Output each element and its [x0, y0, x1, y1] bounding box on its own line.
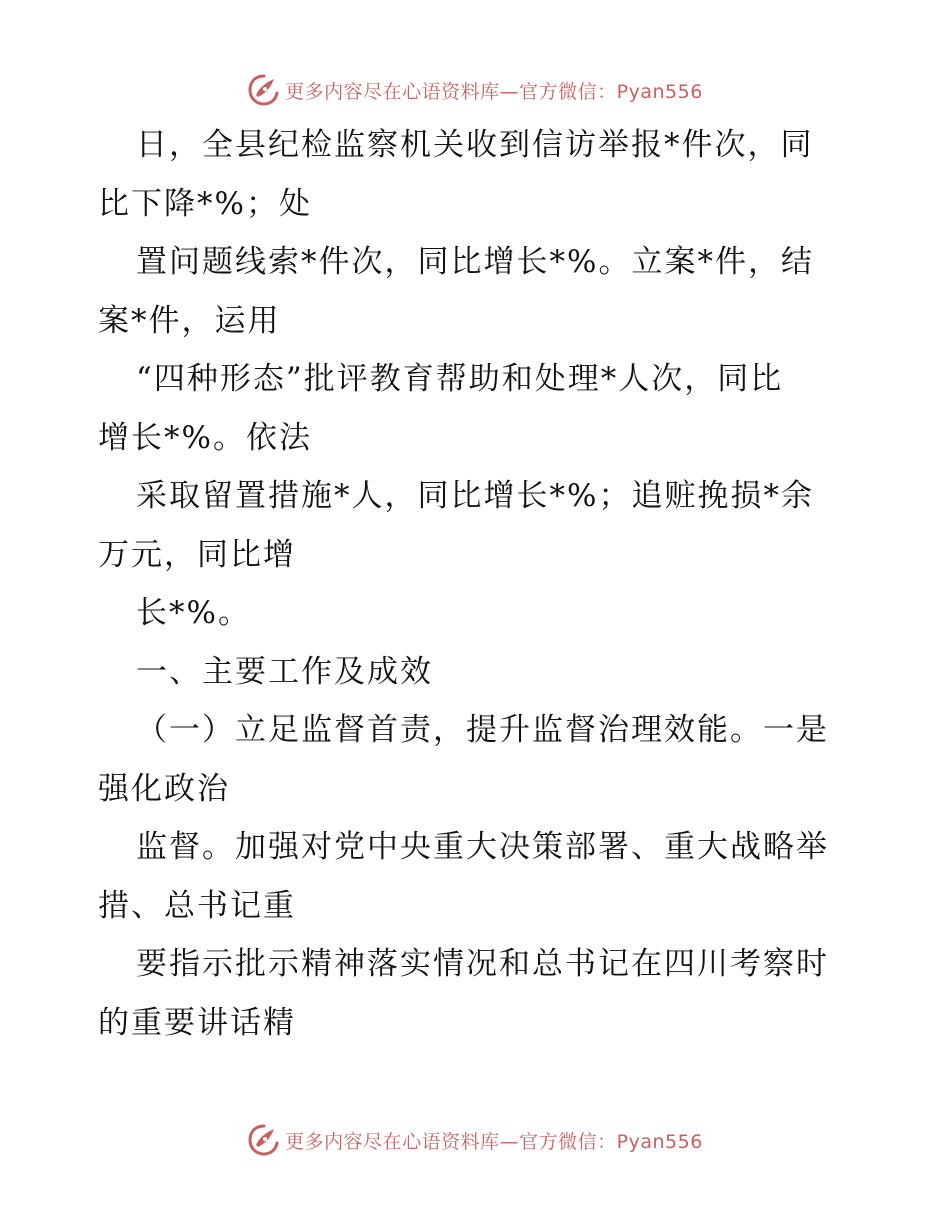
body-line: 万元，同比增 [98, 536, 296, 573]
footer-watermark [0, 1120, 950, 1160]
document-body [98, 116, 858, 1052]
watermark-text: 更多内容尽在心语资料库—官方微信：Pyan556 [285, 1130, 703, 1153]
body-line: 的重要讲话精 [98, 1004, 296, 1041]
pen-nib-swirl-icon [247, 73, 281, 107]
body-line: 强化政治 [98, 770, 230, 807]
body-line: 案*件，运用 [98, 302, 281, 339]
body-line: 置问题线索*件次，同比增长*%。立案*件，结 [136, 244, 814, 280]
body-line: 监督。加强对党中央重大决策部署、重大战略举 [136, 829, 829, 865]
section-heading: 一、主要工作及成效 [136, 653, 433, 690]
body-line: （一）立足监督首责，提升监督治理效能。一是 [136, 712, 829, 748]
body-line: “四种形态”批评教育帮助和处理*人次，同比 [136, 361, 784, 397]
body-line: 比下降*%；处 [98, 185, 312, 222]
body-line: 措、总书记重 [98, 887, 296, 924]
body-line: 日，全县纪检监察机关收到信访举报*件次，同 [136, 127, 814, 163]
pen-nib-swirl-icon [247, 1123, 281, 1157]
header-watermark [0, 70, 950, 110]
body-line: 采取留置措施*人，同比增长*%；追赃挽损*余 [136, 478, 814, 514]
body-line: 要指示批示精神落实情况和总书记在四川考察时 [136, 946, 829, 982]
body-line: 长*%。 [136, 595, 251, 631]
body-line: 增长*%。依法 [98, 419, 312, 456]
watermark-text: 更多内容尽在心语资料库—官方微信：Pyan556 [285, 80, 703, 103]
